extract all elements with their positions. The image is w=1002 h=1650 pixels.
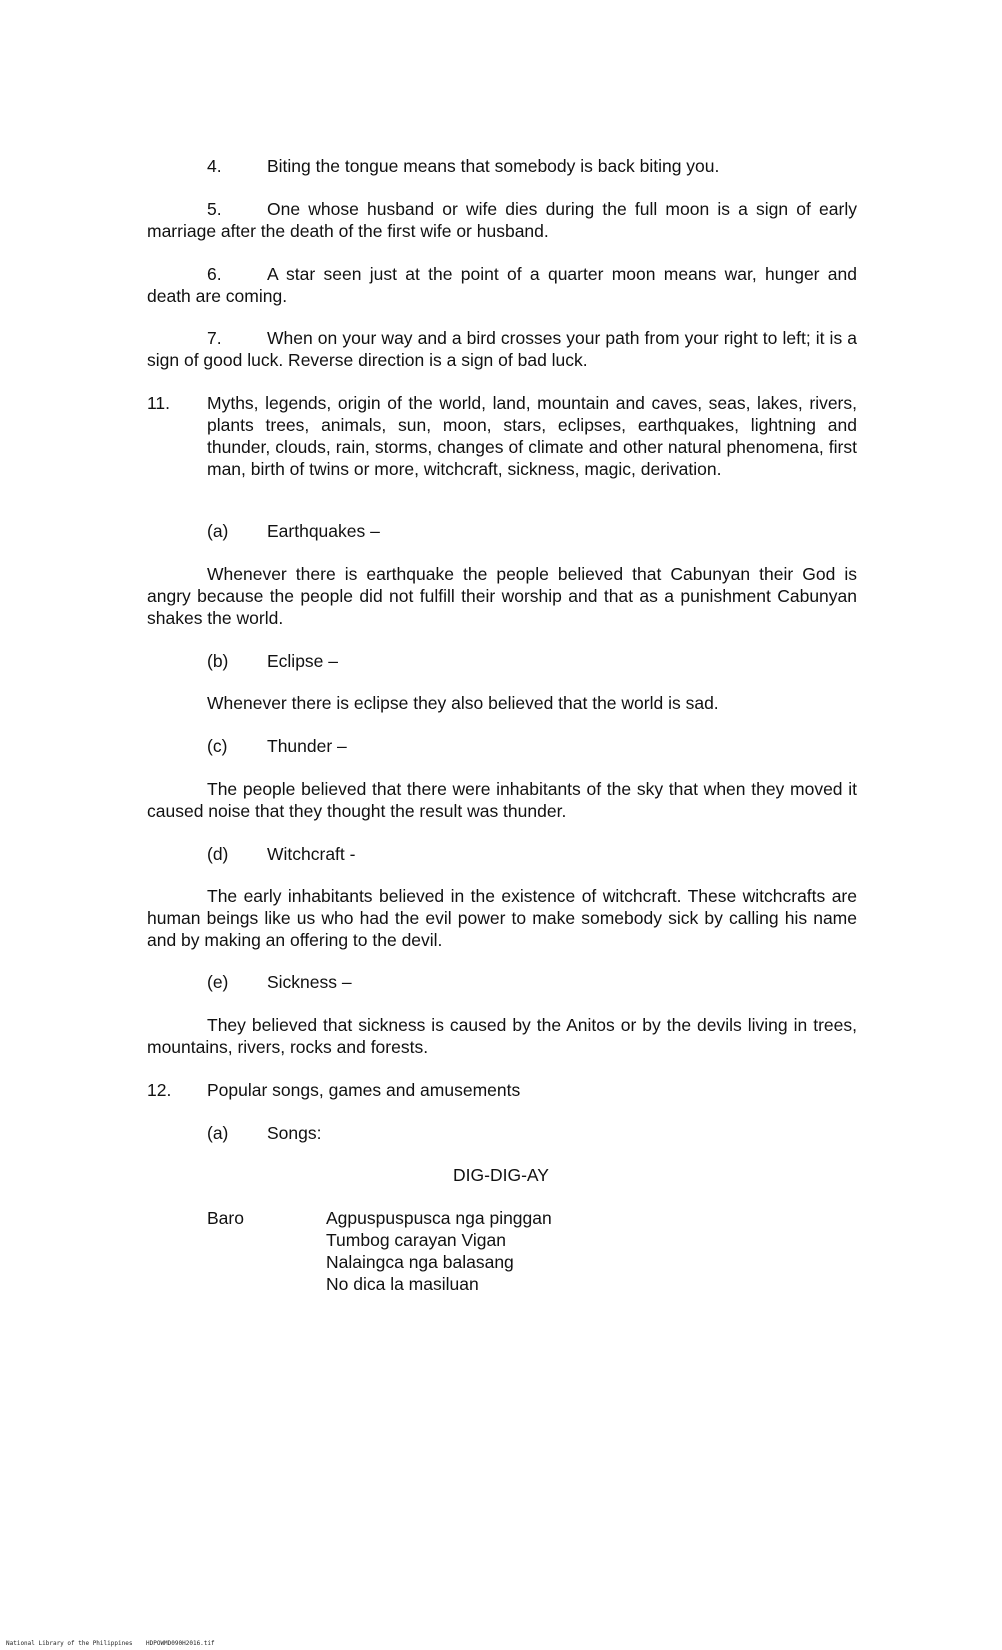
- sub-label: (e): [207, 972, 229, 992]
- subheading-songs: [147, 1122, 857, 1144]
- sub-title: Sickness –: [267, 972, 352, 992]
- paragraph-text: Whenever there is earthquake the people believed that Cabunyan their God is angry because the people did not fulfill their worship and that as a punishment Cabunyan shakes the world.: [147, 564, 857, 628]
- song-verse: [326, 1207, 552, 1295]
- paragraph-text: Whenever there is eclipse they also believed that the world is sad.: [207, 693, 719, 713]
- sub-label: (c): [207, 736, 228, 756]
- song-title: DIG-DIG-AY: [453, 1165, 549, 1185]
- sub-title: Witchcraft -: [267, 844, 356, 864]
- item-number: 4.: [207, 156, 222, 176]
- sub-label: (b): [207, 651, 229, 671]
- subheading-sickness: [147, 971, 857, 993]
- item-number: 5.: [207, 199, 222, 219]
- footer-file-id: HDPOWMD090H2016.tif: [146, 1640, 215, 1647]
- item-6: [147, 263, 857, 307]
- song-speaker: Baro: [207, 1208, 244, 1228]
- item-4: [147, 155, 857, 177]
- song-line: No dica la masiluan: [326, 1274, 479, 1294]
- item-text: Biting the tongue means that somebody is back biting you.: [267, 156, 720, 176]
- section-heading-text: Popular songs, games and amusements: [207, 1080, 521, 1100]
- sub-title: Earthquakes –: [267, 521, 380, 541]
- section-11: [147, 392, 857, 480]
- section-number: 12.: [147, 1080, 172, 1100]
- item-text: When on your way and a bird crosses your path from your right to left; it is a sign of good luck. Reverse direction is a sign of bad luck.: [147, 328, 857, 370]
- sub-label: (d): [207, 844, 229, 864]
- item-text: One whose husband or wife dies during the full moon is a sign of early marriage after the death of the first wife or husband.: [147, 199, 857, 241]
- paragraph-eclipse: [147, 692, 857, 714]
- song-line: Nalaingca nga balasang: [326, 1252, 514, 1272]
- paragraph-sickness: [147, 1014, 857, 1058]
- paragraph-text: The people believed that there were inhabitants of the sky that when they moved it caused noise that they thought the result was thunder.: [147, 779, 857, 821]
- item-number: 6.: [207, 264, 222, 284]
- sub-label: (a): [207, 1123, 229, 1143]
- paragraph-witchcraft: [147, 885, 857, 951]
- item-number: 7.: [207, 328, 222, 348]
- section-12: [147, 1079, 857, 1101]
- paragraph-thunder: [147, 778, 857, 822]
- paragraph-earthquakes: [147, 563, 857, 629]
- section-heading-text: Myths, legends, origin of the world, land, mountain and caves, seas, lakes, rivers, plants trees, animals, sun, moon, stars, eclipses, earthquakes, lightning and thunder, clouds, rain, storms, changes of climate and other natural phenomena, first man, birth of twins or more, witchcraft, sickness, magic, derivation.: [207, 393, 857, 479]
- item-5: [147, 198, 857, 242]
- paragraph-text: The early inhabitants believed in the existence of witchcraft. These witchcrafts are human beings like us who had the evil power to make somebody sick by calling his name and by making an offering to the devil.: [147, 886, 857, 950]
- sub-title: Songs:: [267, 1123, 322, 1143]
- section-number: 11.: [147, 393, 171, 413]
- item-7: [147, 327, 857, 371]
- sub-label: (a): [207, 521, 229, 541]
- song-line: Tumbog carayan Vigan: [326, 1230, 506, 1250]
- sub-title: Eclipse –: [267, 651, 339, 671]
- footer-library-stamp: National Library of the Philippines: [6, 1640, 133, 1647]
- song-line: Agpuspuspusca nga pinggan: [326, 1208, 552, 1228]
- subheading-thunder: [147, 735, 857, 757]
- item-text: A star seen just at the point of a quarter moon means war, hunger and death are coming.: [147, 264, 857, 306]
- paragraph-text: They believed that sickness is caused by the Anitos or by the devils living in trees, mountains, rivers, rocks and forests.: [147, 1015, 857, 1057]
- subheading-eclipse: [147, 650, 857, 672]
- subheading-earthquakes: [147, 520, 857, 542]
- subheading-witchcraft: [147, 843, 857, 865]
- sub-title: Thunder –: [267, 736, 347, 756]
